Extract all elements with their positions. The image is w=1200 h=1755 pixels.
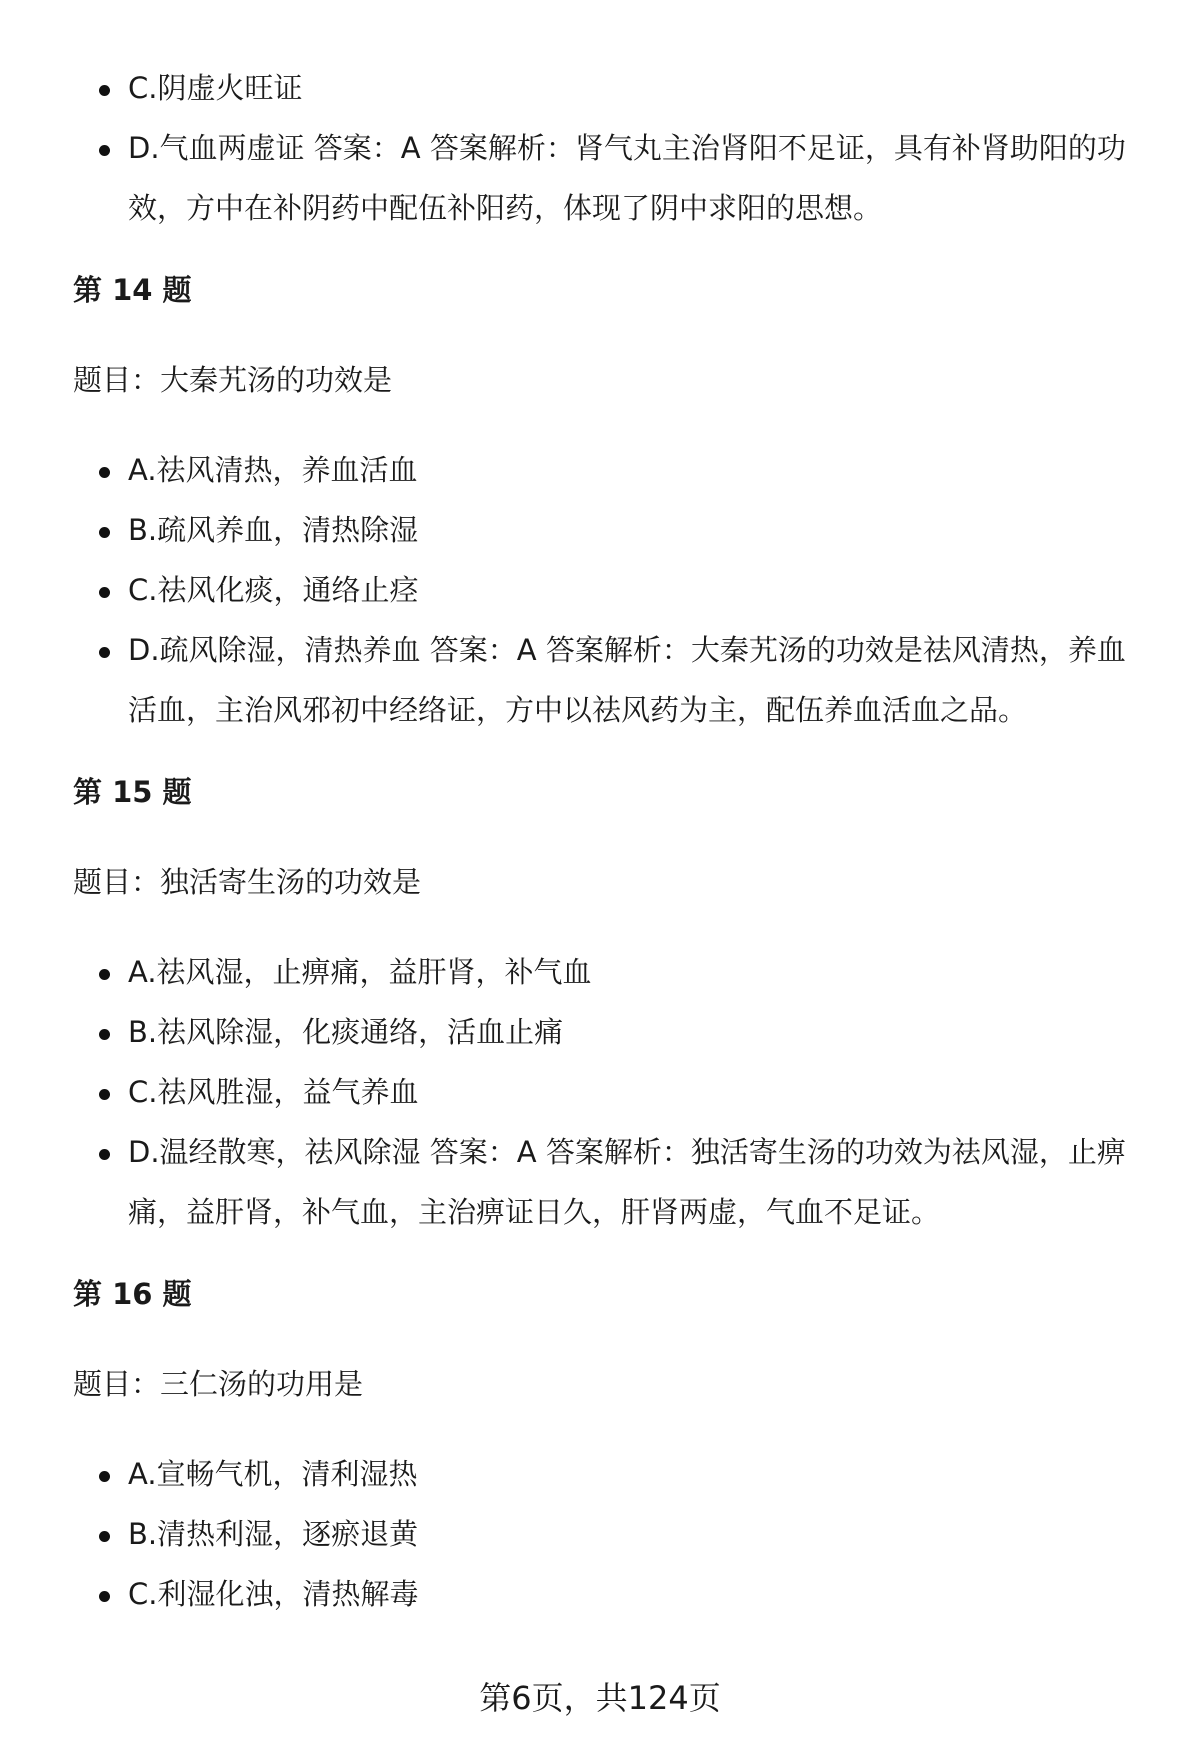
question-14-heading: 第 14 题 [73, 273, 192, 307]
question-14-text: 题目：大秦艽汤的功效是 [73, 363, 393, 397]
option-b: B.祛风除湿，化痰通络，活血止痛 [73, 1002, 1153, 1062]
prev-question-options [73, 58, 1153, 238]
question-15-options [73, 942, 1153, 1242]
question-15-heading: 第 15 题 [73, 775, 192, 809]
option-b: B.清热利湿，逐瘀退黄 [73, 1504, 1153, 1564]
option-a: A.祛风清热，养血活血 [73, 440, 1153, 500]
option-b: B.疏风养血，清热除湿 [73, 500, 1153, 560]
option-a: A.祛风湿，止痹痛，益肝肾，补气血 [73, 942, 1153, 1002]
option-c: C.利湿化浊，清热解毒 [73, 1564, 1153, 1624]
question-16-heading: 第 16 题 [73, 1277, 192, 1311]
option-d-with-answer: D.疏风除湿，清热养血 答案：A 答案解析：大秦艽汤的功效是祛风清热，养血活血，主治风邪初中经络证，方中以祛风药为主，配伍养血活血之品。 [73, 620, 1153, 740]
option-c: C.祛风化痰，通络止痉 [73, 560, 1153, 620]
option-d-with-answer: D.气血两虚证 答案：A 答案解析：肾气丸主治肾阳不足证，具有补肾助阳的功效，方中在补阴药中配伍补阳药，体现了阴中求阳的思想。 [73, 118, 1153, 238]
question-16-options [73, 1444, 1153, 1624]
page-number-footer: 第6页，共124页 [479, 1679, 721, 1717]
option-c: C.阴虚火旺证 [73, 58, 1153, 118]
question-16-text: 题目：三仁汤的功用是 [73, 1367, 364, 1401]
option-a: A.宣畅气机，清利湿热 [73, 1444, 1153, 1504]
option-c: C.祛风胜湿，益气养血 [73, 1062, 1153, 1122]
option-d-with-answer: D.温经散寒，祛风除湿 答案：A 答案解析：独活寄生汤的功效为祛风湿，止痹痛，益肝肾，补气血，主治痹证日久，肝肾两虚，气血不足证。 [73, 1122, 1153, 1242]
question-14-options [73, 440, 1153, 740]
page-content [73, 58, 1153, 1624]
question-15-text: 题目：独活寄生汤的功效是 [73, 865, 422, 899]
